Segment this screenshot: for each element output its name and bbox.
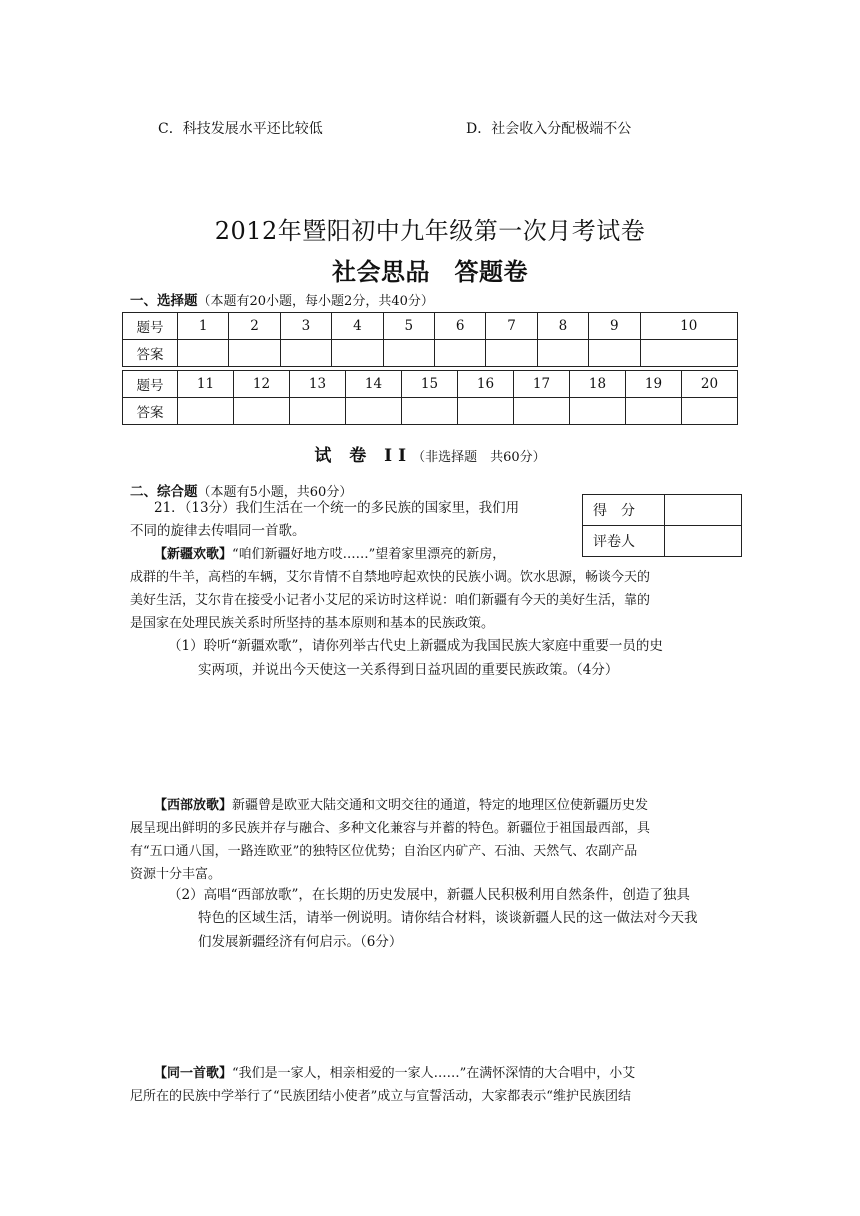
section1-title: 一、选择题	[130, 293, 198, 309]
section1-heading	[130, 289, 434, 309]
question-number: 16	[458, 371, 514, 398]
question-number: 13	[290, 371, 346, 398]
song2-line3: 有“五口通八国，一路连欧亚”的独特区位优势；自治区内矿产、石油、天然气、农副产品	[130, 844, 638, 859]
grader-field[interactable]	[665, 526, 742, 557]
question-number: 19	[626, 371, 682, 398]
table-row	[123, 340, 738, 367]
q21-intro-line2: 不同的旋律去传唱同一首歌。	[130, 523, 306, 539]
song1-line1	[154, 543, 505, 566]
answer-cell[interactable]	[434, 340, 485, 367]
sub-question-2-line1: （2）高唱“西部放歌”，在长期的历史发展中，新疆人民积极利用自然条件，创造了独具	[168, 887, 690, 903]
song2-line1	[154, 794, 648, 817]
answer-cell[interactable]	[383, 340, 434, 367]
table-header-number: 题号	[123, 371, 178, 398]
question-number: 5	[383, 313, 434, 340]
question-number: 11	[178, 371, 234, 398]
answer-cell[interactable]	[280, 340, 331, 367]
exam-title: 2012年暨阳初中九年级第一次月考试卷	[214, 217, 646, 245]
sub-question-2-line2: 特色的区域生活，请举一例说明。请你结合材料，谈谈新疆人民的这一做法对今天我	[198, 910, 698, 926]
paper2-heading	[0, 441, 860, 466]
answer-table-1	[122, 312, 738, 367]
question-number: 20	[682, 371, 738, 398]
answer-cell[interactable]	[234, 398, 290, 425]
song1-text: “咱们新疆好地方哎……”望着家里漂亮的新房，	[232, 547, 506, 562]
question-number: 9	[589, 313, 640, 340]
answer-cell[interactable]	[640, 340, 737, 367]
score-field[interactable]	[665, 495, 742, 526]
option-c: C．科技发展水平还比较低	[158, 121, 323, 137]
section2-note: （本题有5小题，共60分）	[197, 485, 353, 500]
song2-line2: 展呈现出鲜明的多民族并存与融合、多种文化兼容与并蓄的特色。新疆位于祖国最西部，具	[130, 821, 651, 836]
song1-line2: 成群的牛羊，高档的车辆，艾尔肯情不自禁地哼起欢快的民族小调。饮水思源，畅谈今天的	[130, 570, 651, 585]
answer-cell[interactable]	[402, 398, 458, 425]
song3-line1	[154, 1062, 635, 1085]
question-number: 4	[332, 313, 383, 340]
table-header-answer: 答案	[123, 398, 178, 425]
q21-intro-line1: 21．（13分）我们生活在一个统一的多民族的国家里，我们用	[154, 500, 520, 516]
answer-cell[interactable]	[178, 398, 234, 425]
song3-line2: 尼所在的民族中学举行了“民族团结小使者”成立与宣誓活动，大家都表示“维护民族团结	[130, 1089, 631, 1104]
answer-cell[interactable]	[458, 398, 514, 425]
answer-cell[interactable]	[332, 340, 383, 367]
table-header-answer: 答案	[123, 340, 178, 367]
question-number: 3	[280, 313, 331, 340]
question-number: 2	[229, 313, 280, 340]
question-number: 17	[514, 371, 570, 398]
song1-title: 【新疆欢歌】	[154, 547, 233, 562]
question-number: 12	[234, 371, 290, 398]
paper2-title: 试 卷 II	[314, 446, 413, 466]
answer-cell[interactable]	[346, 398, 402, 425]
table-row	[123, 371, 738, 398]
song1-line3: 美好生活，艾尔肯在接受小记者小艾尼的采访时这样说：咱们新疆有今天的美好生活，靠的	[130, 593, 651, 608]
answer-cell[interactable]	[178, 340, 229, 367]
score-label: 得 分	[583, 495, 665, 526]
sub-question-2-line3: 们发展新疆经济有何启示。（6分）	[198, 934, 403, 950]
answer-table-2	[122, 370, 738, 425]
song2-text: 新疆曾是欧亚大陆交通和文明交往的通道，特定的地理区位使新疆历史发	[232, 798, 649, 813]
option-d: D．社会收入分配极端不公	[466, 121, 632, 137]
table-header-number: 题号	[123, 313, 178, 340]
song1-line4: 是国家在处理民族关系时所坚持的基本原则和基本的民族政策。	[130, 616, 495, 631]
song2-title: 【西部放歌】	[154, 798, 233, 813]
song3-title: 【同一首歌】	[154, 1066, 233, 1081]
question-number: 10	[640, 313, 737, 340]
sub-question-1-line1: （1）聆听“新疆欢歌”，请你列举古代史上新疆成为我国民族大家庭中重要一员的史	[168, 638, 663, 654]
sub-question-1-line2: 实两项，并说出今天使这一关系得到日益巩固的重要民族政策。（4分）	[198, 662, 619, 678]
question-number: 1	[178, 313, 229, 340]
question-number: 7	[486, 313, 537, 340]
question-number: 14	[346, 371, 402, 398]
section1-note: （本题有20小题，每小题2分，共40分）	[197, 294, 434, 309]
question-number: 6	[434, 313, 485, 340]
answer-cell[interactable]	[486, 340, 537, 367]
exam-subtitle: 社会思品 答题卷	[332, 257, 528, 286]
answer-cell[interactable]	[682, 398, 738, 425]
table-row	[123, 398, 738, 425]
answer-cell[interactable]	[537, 340, 588, 367]
song3-text: “我们是一家人，相亲相爱的一家人……”在满怀深情的大合唱中，小艾	[232, 1066, 636, 1081]
table-row	[123, 313, 738, 340]
answer-cell[interactable]	[589, 340, 640, 367]
answer-cell[interactable]	[514, 398, 570, 425]
answer-cell[interactable]	[290, 398, 346, 425]
question-number: 18	[570, 371, 626, 398]
grader-label: 评卷人	[583, 526, 665, 557]
answer-cell[interactable]	[229, 340, 280, 367]
section2-title: 二、综合题	[130, 484, 198, 500]
song2-line4: 资源十分丰富。	[130, 867, 222, 882]
question-number: 8	[537, 313, 588, 340]
paper2-note: （非选择题 共60分）	[412, 450, 546, 465]
answer-cell[interactable]	[570, 398, 626, 425]
score-box	[582, 494, 742, 557]
answer-cell[interactable]	[626, 398, 682, 425]
question-number: 15	[402, 371, 458, 398]
